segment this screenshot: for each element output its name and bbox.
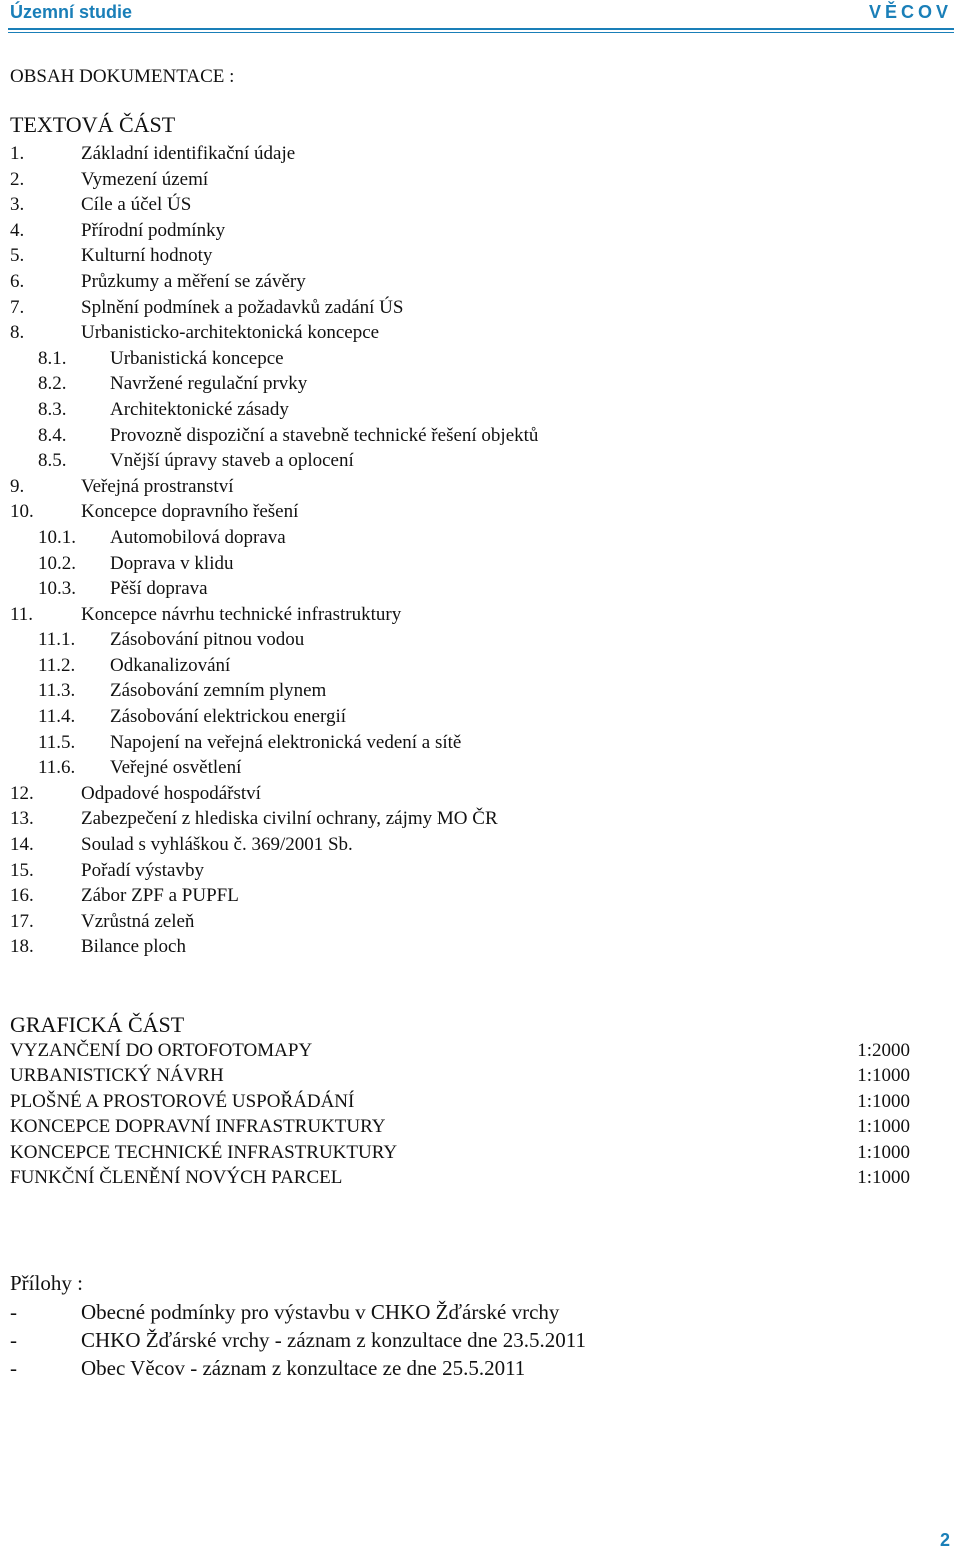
toc-item-number: 8.2. <box>38 373 67 395</box>
toc-item-text: Provozně dispoziční a stavebně technické řešení objektů <box>110 424 539 446</box>
toc-item <box>10 806 910 832</box>
graphic-section-heading: GRAFICKÁ ČÁST <box>10 1012 185 1037</box>
toc-item-text: Průzkumy a měření se závěry <box>81 270 306 292</box>
toc-item <box>10 371 910 397</box>
drawing-item <box>10 1089 910 1114</box>
toc-item-number: 10. <box>10 501 34 523</box>
drawing-name: VYZANČENÍ DO ORTOFOTOMAPY <box>10 1040 313 1061</box>
toc-item <box>10 678 910 704</box>
appendix-item <box>10 1354 910 1382</box>
toc-item-number: 8.5. <box>38 450 67 472</box>
drawing-item <box>10 1140 910 1165</box>
graphic-section-list <box>10 1038 910 1190</box>
toc-item-number: 7. <box>10 296 25 318</box>
drawing-scale: 1:1000 <box>857 1166 910 1188</box>
toc-item-text: Zásobování pitnou vodou <box>110 629 305 651</box>
toc-item <box>10 730 910 756</box>
toc-item-number: 17. <box>10 910 34 932</box>
drawing-scale: 1:1000 <box>857 1090 910 1112</box>
appendix-item <box>10 1298 910 1326</box>
toc-item-number: 3. <box>10 194 25 216</box>
drawing-name: FUNKČNÍ ČLENĚNÍ NOVÝCH PARCEL <box>10 1166 343 1188</box>
toc-item-text: Navržené regulační prvky <box>110 373 308 395</box>
toc-item <box>10 141 910 167</box>
toc-item-number: 10.2. <box>38 552 76 574</box>
header-place-name: VĚCOV <box>868 2 952 22</box>
appendix-item-text: CHKO Žďárské vrchy - záznam z konzultace dne 23.5.2011 <box>81 1328 586 1353</box>
toc-item-number: 11.6. <box>38 757 76 779</box>
toc-item-text: Odkanalizování <box>110 654 231 676</box>
toc-item-number: 5. <box>10 245 25 267</box>
toc-item <box>10 474 910 500</box>
toc-item-number: 13. <box>10 808 34 830</box>
toc-item-number: 11.1. <box>38 629 76 651</box>
toc-item-text: Urbanistická koncepce <box>110 347 284 369</box>
drawing-scale: 1:1000 <box>857 1065 910 1087</box>
toc-item-text: Vnější úpravy staveb a oplocení <box>110 450 354 472</box>
drawing-item <box>10 1114 910 1139</box>
toc-item <box>10 423 910 449</box>
toc-item-text: Základní identifikační údaje <box>81 143 296 164</box>
document-title: OBSAH DOKUMENTACE : <box>10 66 235 87</box>
text-section-heading: TEXTOVÁ ČÁST <box>10 112 176 137</box>
toc-item <box>10 934 910 960</box>
toc-item-text: Zabezpečení z hlediska civilní ochrany, zájmy MO ČR <box>81 808 498 830</box>
toc-item-text: Vymezení území <box>81 168 209 190</box>
toc-item-text: Zásobování zemním plynem <box>110 680 327 702</box>
toc-item-number: 8. <box>10 322 25 344</box>
toc-item <box>10 167 910 193</box>
toc-item-number: 11.2. <box>38 654 76 676</box>
toc-item <box>10 295 910 321</box>
toc-item-text: Přírodní podmínky <box>81 219 226 241</box>
toc-item-number: 11.5. <box>38 731 76 753</box>
toc-item-text: Vzrůstná zeleň <box>81 910 195 932</box>
appendix-list <box>10 1298 910 1383</box>
drawing-name: KONCEPCE DOPRAVNÍ INFRASTRUKTURY <box>10 1116 386 1138</box>
toc-item-text: Zábor ZPF a PUPFL <box>81 885 239 907</box>
toc-item <box>10 243 910 269</box>
appendix-title: Přílohy : <box>10 1271 83 1295</box>
page-header <box>0 0 960 30</box>
toc-item <box>10 781 910 807</box>
toc-item-text: Automobilová doprava <box>110 526 286 548</box>
toc-item-number: 12. <box>10 782 34 804</box>
page-number: 2 <box>939 1530 950 1550</box>
toc-item <box>10 832 910 858</box>
toc-item-number: 18. <box>10 936 34 958</box>
toc-item-number: 1. <box>10 143 25 164</box>
toc-item-text: Koncepce návrhu technické infrastruktury <box>81 603 402 625</box>
header-title: Územní studie <box>10 2 133 22</box>
toc-item <box>10 397 910 423</box>
toc-item-text: Veřejné osvětlení <box>110 757 242 779</box>
toc-item <box>10 909 910 935</box>
toc-item-text: Veřejná prostranství <box>81 475 234 497</box>
toc-item <box>10 192 910 218</box>
drawing-scale: 1:1000 <box>857 1116 910 1138</box>
appendix-item <box>10 1326 910 1354</box>
toc-item <box>10 858 910 884</box>
toc-item <box>10 320 910 346</box>
toc-item-number: 10.3. <box>38 578 76 600</box>
appendix-bullet: - <box>10 1356 17 1381</box>
toc-item-number: 2. <box>10 168 25 190</box>
toc-item-number: 16. <box>10 885 34 907</box>
toc-item-number: 6. <box>10 270 25 292</box>
toc-item-number: 8.1. <box>38 347 67 369</box>
toc-item-number: 11.4. <box>38 706 76 728</box>
drawing-name: KONCEPCE TECHNICKÉ INFRASTRUKTURY <box>10 1141 398 1163</box>
toc-item-number: 8.4. <box>38 424 67 446</box>
drawing-scale: 1:1000 <box>857 1141 910 1163</box>
toc-item <box>10 499 910 525</box>
header-rule-thin <box>8 32 954 33</box>
drawing-name: URBANISTICKÝ NÁVRH <box>10 1065 224 1087</box>
header-rule <box>8 28 954 30</box>
drawing-item <box>10 1038 910 1063</box>
toc-item <box>10 627 910 653</box>
toc-item-number: 8.3. <box>38 398 67 420</box>
toc-item-number: 14. <box>10 834 34 856</box>
toc-item-text: Architektonické zásady <box>110 398 289 420</box>
text-section-list <box>10 141 910 960</box>
drawing-item <box>10 1063 910 1088</box>
toc-item <box>10 551 910 577</box>
toc-item <box>10 346 910 372</box>
toc-item-number: 4. <box>10 219 25 241</box>
drawing-name: PLOŠNÉ A PROSTOROVÉ USPOŘÁDÁNÍ <box>10 1090 355 1112</box>
toc-item-number: 11.3. <box>38 680 76 702</box>
toc-item-text: Splnění podmínek a požadavků zadání ÚS <box>81 296 404 318</box>
toc-item-text: Urbanisticko-architektonická koncepce <box>81 322 380 344</box>
toc-item <box>10 218 910 244</box>
appendix-item-text: Obec Věcov - záznam z konzultace ze dne 25.5.2011 <box>81 1356 526 1381</box>
toc-item-number: 9. <box>10 475 25 497</box>
toc-item-text: Doprava v klidu <box>110 552 234 574</box>
drawing-item <box>10 1165 910 1190</box>
drawing-scale: 1:2000 <box>857 1040 910 1061</box>
toc-item-number: 10.1. <box>38 526 76 548</box>
toc-item <box>10 883 910 909</box>
toc-item <box>10 269 910 295</box>
appendix-item-text: Obecné podmínky pro výstavbu v CHKO Žďárské vrchy <box>81 1300 560 1324</box>
appendix-bullet: - <box>10 1328 17 1353</box>
toc-item-text: Pěší doprava <box>110 578 208 600</box>
toc-item <box>10 704 910 730</box>
toc-item <box>10 448 910 474</box>
toc-item-text: Bilance ploch <box>81 936 186 958</box>
appendix-bullet: - <box>10 1300 17 1324</box>
toc-item-text: Cíle a účel ÚS <box>81 194 192 216</box>
toc-item-text: Kulturní hodnoty <box>81 245 213 267</box>
toc-item <box>10 576 910 602</box>
toc-item-text: Zásobování elektrickou energií <box>110 706 347 728</box>
toc-item-text: Soulad s vyhláškou č. 369/2001 Sb. <box>81 834 353 856</box>
toc-item <box>10 525 910 551</box>
toc-item-number: 11. <box>10 603 34 625</box>
toc-item-text: Pořadí výstavby <box>81 859 204 881</box>
toc-item-text: Odpadové hospodářství <box>81 782 261 804</box>
toc-item-number: 15. <box>10 859 34 881</box>
toc-item <box>10 653 910 679</box>
toc-item <box>10 755 910 781</box>
toc-item-text: Koncepce dopravního řešení <box>81 501 299 523</box>
toc-item-text: Napojení na veřejná elektronická vedení a sítě <box>110 731 462 753</box>
toc-item <box>10 602 910 628</box>
